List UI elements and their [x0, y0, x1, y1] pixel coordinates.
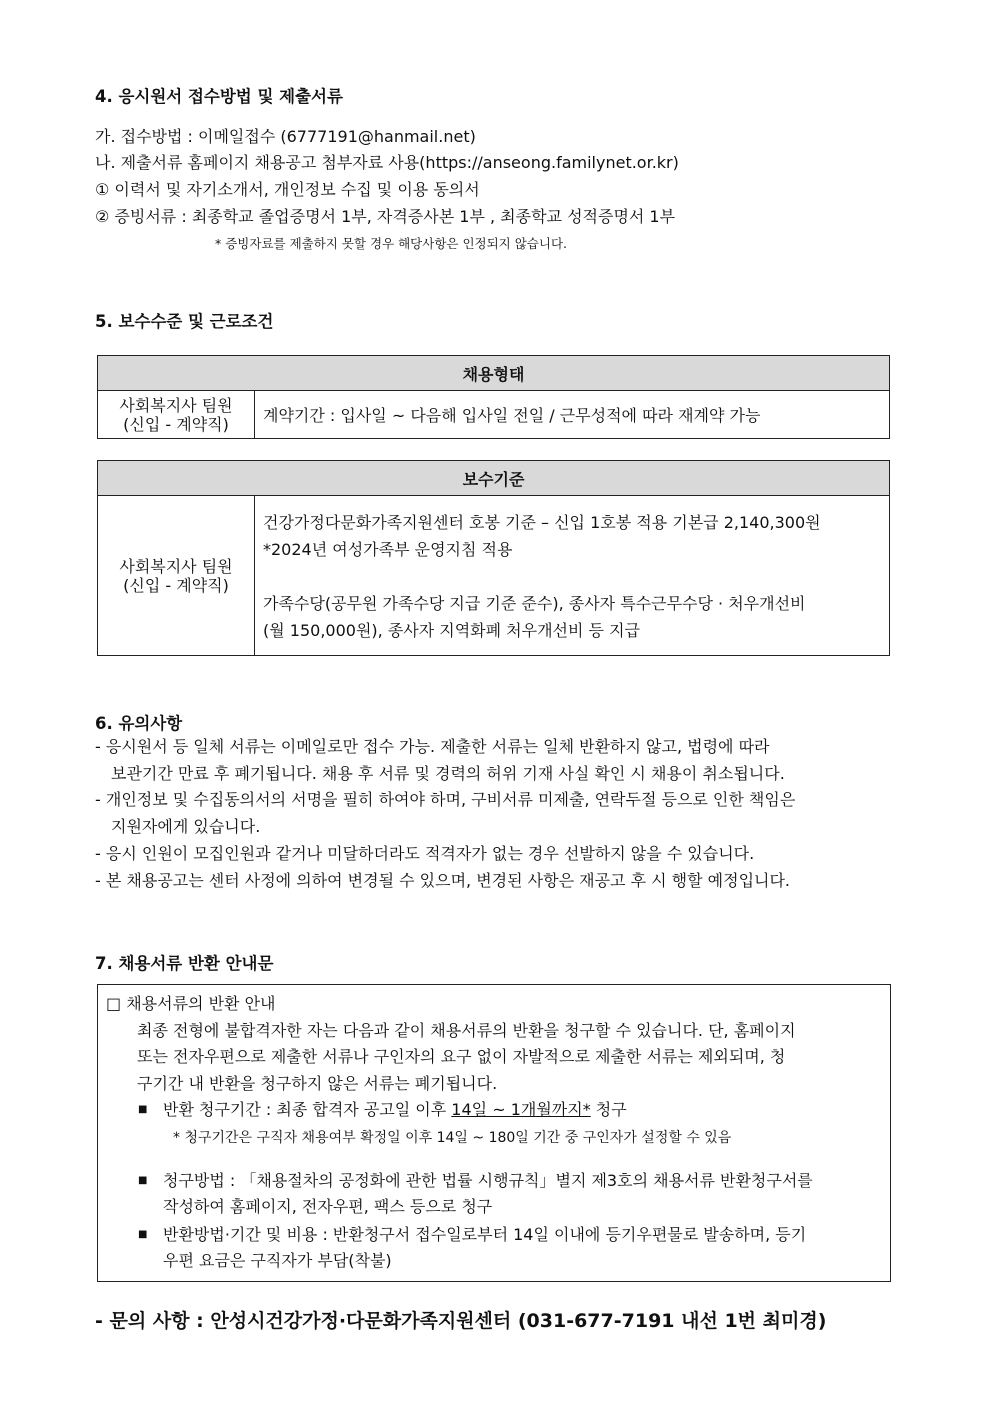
- role-type: (신입 - 계약직): [123, 575, 229, 595]
- role-type: (신입 - 계약직): [123, 414, 229, 434]
- claim-method-line-2: 작성하여 홈페이지, 전자우편, 팩스 등으로 청구: [163, 1197, 493, 1216]
- allowance-line-1: 가족수당(공무원 가족수당 지급 기준 준수), 종사자 특수근무수당 · 처우개선비: [263, 594, 806, 613]
- return-paragraph-line-3: 구기간 내 반환을 청구하지 않은 서류는 폐기됩니다.: [137, 1074, 498, 1093]
- submission-method: 가. 접수방법 : 이메일접수 (6777191@hanmail.net): [95, 127, 476, 146]
- return-paragraph-line-2: 또는 전자우편으로 제출한 서류나 구인자의 요구 없이 자발적으로 제출한 서류는 제외되며, 청: [137, 1047, 786, 1066]
- salary-base-line: 건강가정다문화가족지원센터 호봉 기준 – 신입 1호봉 적용 기본급 2,140,300원: [263, 513, 821, 532]
- inquiry-contact: - 문의 사항 : 안성시건강가정·다문화가족지원센터 (031-677-7191 내선 1번 최미경): [95, 1310, 827, 1332]
- salary-content-cell: [255, 496, 890, 656]
- salary-role-cell: [98, 496, 255, 656]
- section-7-heading: 7. 채용서류 반환 안내문: [95, 954, 274, 973]
- section-5-heading: 5. 보수수준 및 근로조건: [95, 312, 274, 331]
- employment-role-cell: [98, 391, 255, 439]
- claim-period-note: * 청구기간은 구직자 채용여부 확정일 이후 14일 ~ 180일 기간 중 구인자가 설정할 수 있음: [173, 1130, 732, 1146]
- bullet-icon: ■: [138, 1175, 148, 1186]
- document-item-1: ① 이력서 및 자기소개서, 개인정보 수집 및 이용 동의서: [95, 180, 480, 199]
- evidence-note: * 증빙자료를 제출하지 못할 경우 해당사항은 인정되지 않습니다.: [215, 236, 567, 251]
- role-title: 사회복지사 팀원: [119, 556, 233, 576]
- employment-type-table: [97, 355, 890, 439]
- claim-period-suffix: 청구: [590, 1100, 627, 1119]
- claim-period-line: [163, 1097, 627, 1123]
- return-method-line-2: 우편 요금은 구직자가 부담(착불): [163, 1251, 392, 1270]
- claim-period-underlined: 14일 ~ 1개월까지*: [451, 1100, 591, 1119]
- section-4-heading: 4. 응시원서 접수방법 및 제출서류: [95, 87, 343, 106]
- claim-period-text: 반환 청구기간 : 최종 합격자 공고일 이후: [163, 1100, 452, 1119]
- notice-line-4: 지원자에게 있습니다.: [111, 817, 261, 836]
- role-title: 사회복지사 팀원: [119, 395, 233, 415]
- claim-method-line-1: 청구방법 : 「채용절차의 공정화에 관한 법률 시행규칙」별지 제3호의 채용서류 반환청구서를: [163, 1171, 813, 1190]
- return-box-title: □ 채용서류의 반환 안내: [106, 994, 276, 1013]
- section-6-heading: 6. 유의사항: [95, 714, 183, 733]
- notice-line-5: - 응시 인원이 모집인원과 같거나 미달하더라도 적격자가 없는 경우 선발하지 않을 수 있습니다.: [95, 844, 755, 863]
- employment-type-header: 채용형태: [98, 356, 890, 391]
- submission-documents: 나. 제출서류 홈페이지 채용공고 첨부자료 사용(https://anseong.familynet.or.kr): [95, 153, 679, 172]
- return-paragraph-line-1: 최종 전형에 불합격자한 자는 다음과 같이 채용서류의 반환을 청구할 수 있습니다. 단, 홈페이지: [137, 1021, 796, 1040]
- return-method-line-1: 반환방법·기간 및 비용 : 반환청구서 접수일로부터 14일 이내에 등기우편물로 발송하며, 등기: [163, 1225, 807, 1244]
- salary-guideline-line: *2024년 여성가족부 운영지침 적용: [263, 540, 513, 559]
- salary-table: [97, 460, 890, 656]
- notice-line-1: - 응시원서 등 일체 서류는 이메일로만 접수 가능. 제출한 서류는 일체 반환하지 않고, 법령에 따라: [95, 737, 770, 756]
- notice-line-2: 보관기간 만료 후 폐기됩니다. 채용 후 서류 및 경력의 허위 기재 사실 확인 시 채용이 취소됩니다.: [111, 764, 785, 783]
- allowance-line-2: (월 150,000원), 종사자 지역화폐 처우개선비 등 지급: [263, 621, 641, 640]
- bullet-icon: ■: [138, 1104, 148, 1115]
- document-return-box: [97, 984, 891, 1282]
- notice-line-3: - 개인정보 및 수집동의서의 서명을 필히 하여야 하며, 구비서류 미제출, 연락두절 등으로 인한 책임은: [95, 790, 796, 809]
- salary-header: 보수기준: [98, 461, 890, 496]
- notice-line-6: - 본 채용공고는 센터 사정에 의하여 변경될 수 있으며, 변경된 사항은 재공고 후 시 행할 예정입니다.: [95, 871, 791, 890]
- document-item-2: ② 증빙서류 : 최종학교 졸업증명서 1부, 자격증사본 1부 , 최종학교 성적증명서 1부: [95, 207, 676, 226]
- bullet-icon: ■: [138, 1229, 148, 1240]
- contract-period-cell: 계약기간 : 입사일 ~ 다음해 입사일 전일 / 근무성적에 따라 재계약 가능: [255, 391, 890, 439]
